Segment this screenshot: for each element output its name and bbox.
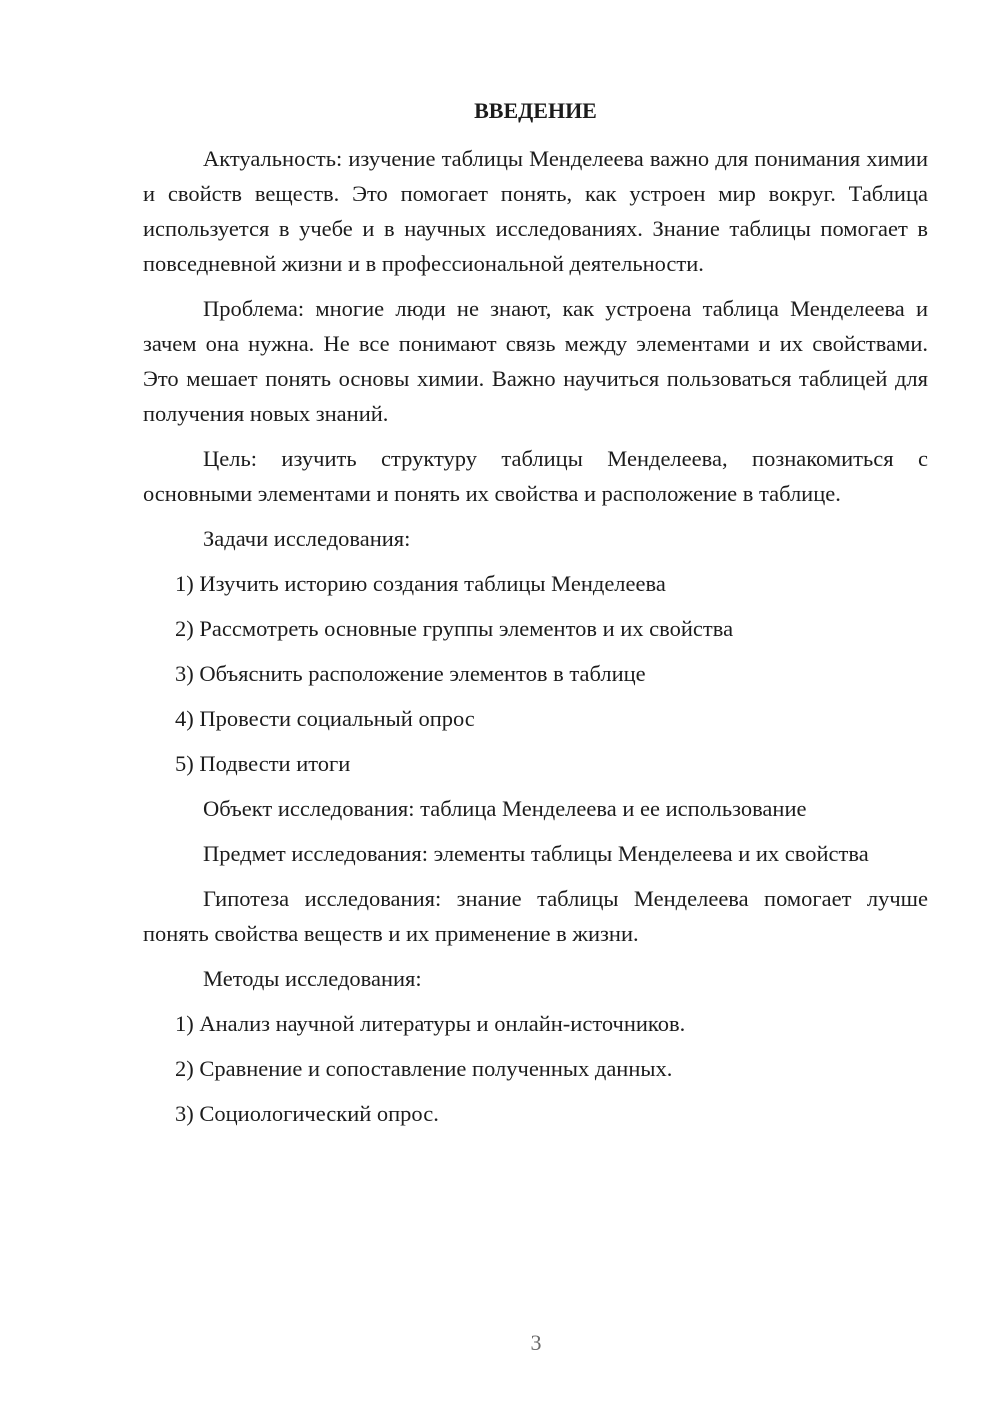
list-item: 1) Изучить историю создания таблицы Менделеева [175,571,666,596]
tasks-heading: Задачи исследования: [203,526,411,551]
page-content [143,96,928,1141]
object-line: Объект исследования: таблица Менделеева и ее использование [203,796,807,821]
list-item: 3) Социологический опрос. [175,1101,439,1126]
methods-heading: Методы исследования: [203,966,422,991]
list-item: 2) Рассмотреть основные группы элементов и их свойства [175,616,734,641]
page-number: 3 [530,1330,542,1355]
tasks-list [143,566,928,781]
relevance-paragraph: Актуальность: изучение таблицы Менделеева важно для понимания химии и свойств веществ. Это помогает понять, как устроен мир вокруг. Таблица используется в учебе и в научных исследованиях. Знание таблицы помогает в повседневной жизни и в профессиональной деятельности. [143,146,928,276]
methods-list [143,1006,928,1131]
page-title: ВВЕДЕНИЕ [474,98,597,123]
list-item: 2) Сравнение и сопоставление полученных данных. [175,1056,673,1081]
problem-paragraph: Проблема: многие люди не знают, как устроена таблица Менделеева и зачем она нужна. Не все понимают связь между элементами и их свойствами. Это мешает понять основы химии. Важно научиться пользоваться таблицей для получения новых знаний. [143,296,928,426]
subject-paragraph: Предмет исследования: элементы таблицы Менделеева и их свойства [203,841,869,866]
hypothesis-paragraph: Гипотеза исследования: знание таблицы Менделеева помогает лучше понять свойства веществ и их применение в жизни. [143,886,928,946]
list-item: 4) Провести социальный опрос [175,706,475,731]
list-item: 5) Подвести итоги [175,751,351,776]
list-item: 1) Анализ научной литературы и онлайн-источников. [175,1011,686,1036]
goal-paragraph: Цель: изучить структуру таблицы Менделеева, познакомиться с основными элементами и понять их свойства и расположение в таблице. [143,446,928,506]
list-item: 3) Объяснить расположение элементов в таблице [175,661,646,686]
